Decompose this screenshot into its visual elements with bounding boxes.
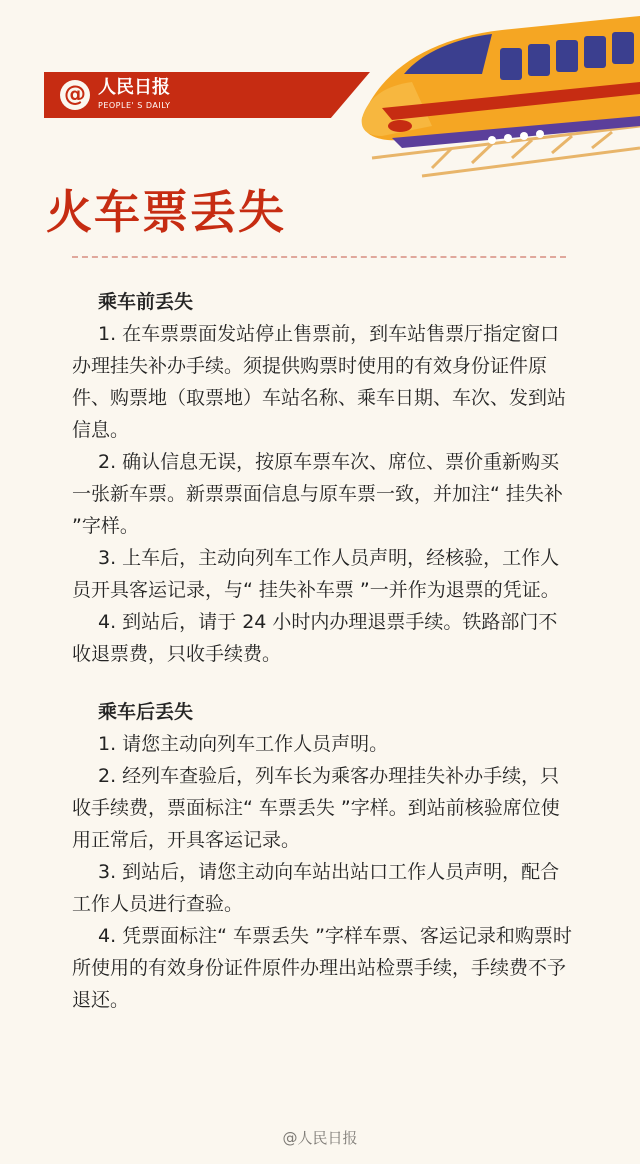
brand-subtitle: PEOPLE' S DAILY	[98, 101, 171, 110]
dashed-divider	[72, 256, 566, 258]
train-illustration	[342, 8, 640, 178]
list-item: 4. 到站后，请于 24 小时内办理退票手续。铁路部门不收退票费，只收手续费。	[72, 611, 558, 665]
section-heading: 乘车前丢失	[98, 291, 194, 313]
brand-banner	[44, 72, 370, 118]
brand-name: 人民日报	[98, 77, 170, 98]
list-item: 1. 请您主动向列车工作人员声明。	[98, 733, 389, 755]
article-body	[72, 280, 572, 1016]
train-front-window	[404, 34, 492, 74]
train-headlight	[388, 120, 412, 132]
list-item: 4. 凭票面标注“ 车票丢失 ”字样车票、客运记录和购票时所使用的有效身份证件原件办理出站检票手续，手续费不予退还。	[72, 925, 572, 1011]
list-item: 2. 经列车查验后，列车长为乘客办理挂失补办手续，只收手续费，票面标注“ 车票丢失 ”字样。到站前核验席位使用正常后，开具客运记录。	[72, 765, 560, 851]
at-logo-icon: @	[60, 80, 90, 110]
section-after-boarding	[72, 696, 572, 1016]
list-item: 1. 在车票票面发站停止售票前，到车站售票厅指定窗口办理挂失补办手续。须提供购票时使用的有效身份证件原件、购票地（取票地）车站名称、乘车日期、车次、发到站信息。	[72, 323, 567, 441]
page-title: 火车票丢失	[46, 185, 286, 239]
section-heading: 乘车后丢失	[98, 701, 194, 723]
list-item: 2. 确认信息无误，按原车票车次、席位、票价重新购买一张新车票。新票票面信息与原车票一致，并加注“ 挂失补 ”字样。	[72, 451, 563, 537]
list-item: 3. 到站后，请您主动向车站出站口工作人员声明，配合工作人员进行查验。	[72, 861, 560, 915]
section-before-boarding	[72, 286, 572, 670]
list-item: 3. 上车后，主动向列车工作人员声明，经核验，工作人员开具客运记录，与“ 挂失补车票 ”一并作为退票的凭证。	[72, 547, 560, 601]
watermark: @人民日报	[282, 1129, 358, 1147]
